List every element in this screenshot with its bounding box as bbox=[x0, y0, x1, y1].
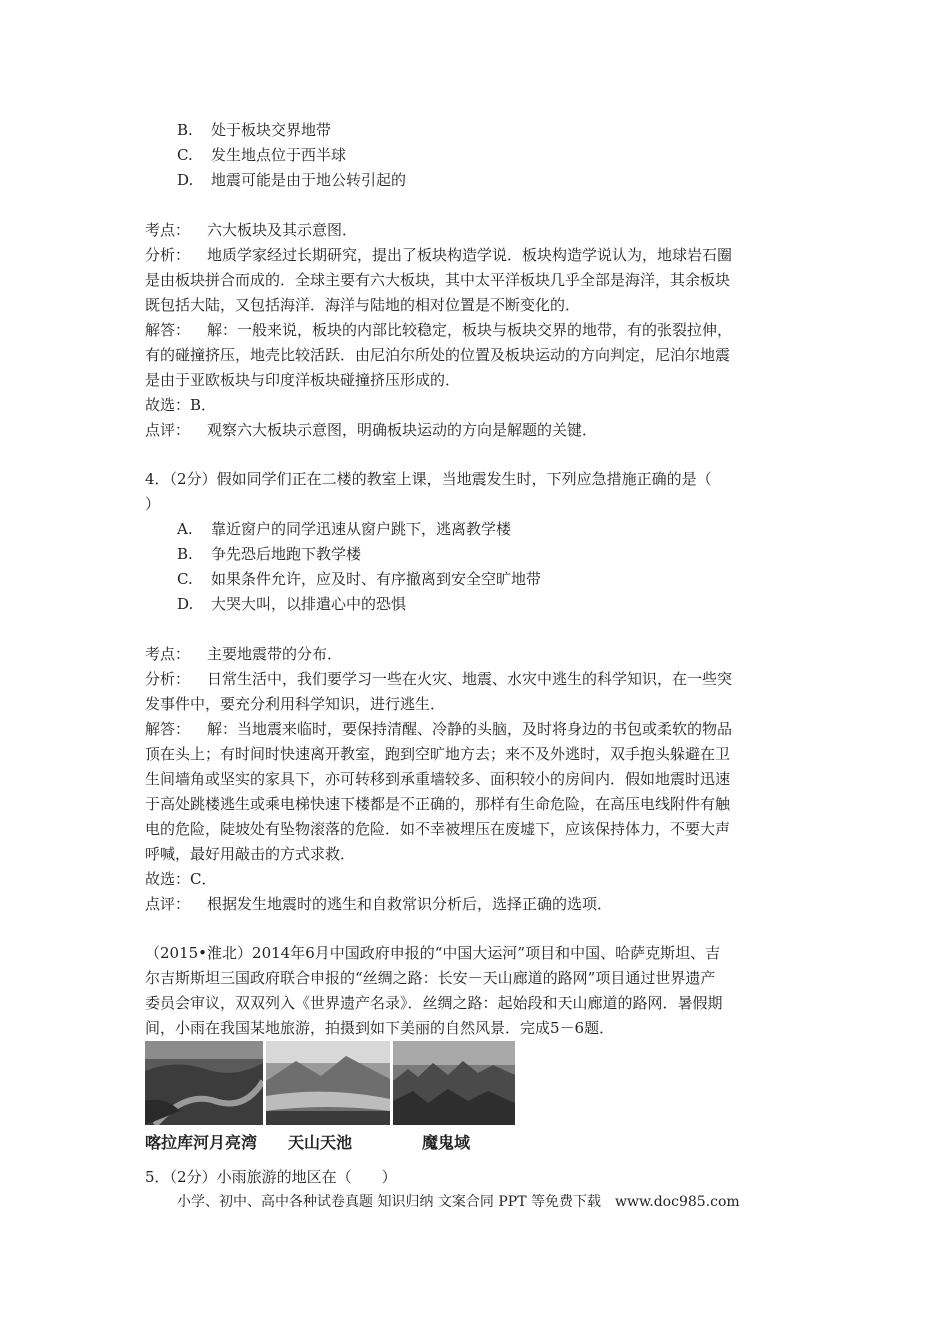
passage-line-4: 间，小雨在我国某地旅游，拍摄到如下美丽的自然风景．完成5－6题． bbox=[145, 1019, 615, 1037]
q4-stem-line-1: 4．（2分）假如同学们正在二楼的教室上课，当地震发生时，下列应急措施正确的是（ bbox=[145, 470, 712, 488]
q3-jieda-line-1: 解答： 解：一般来说，板块的内部比较稳定，板块与板块交界的地带，有的张裂拉伸， bbox=[145, 321, 733, 339]
q4-option-a: A. 靠近窗户的同学迅速从窗户跳下，逃离教学楼 bbox=[177, 520, 512, 538]
q3-option-b: B. 处于板块交界地带 bbox=[177, 121, 332, 139]
q4-jieda-line-1: 解答： 解：当地震来临时，要保持清醒、冷静的头脑，及时将身边的书包或柔软的物品 bbox=[145, 720, 733, 738]
q4-jieda-line-5: 电的危险，陡坡处有坠物滚落的危险．如不幸被埋压在废墟下，应该保持体力，不要大声 bbox=[145, 820, 731, 838]
photo-tianchi bbox=[266, 1041, 390, 1125]
q3-fenxi-line-1: 分析： 地质学家经过长期研究，提出了板块构造学说．板块构造学说认为，地球岩石圈 bbox=[145, 246, 733, 264]
q4-stem-line-2: ） bbox=[145, 495, 161, 513]
q3-kaodian: 考点： 六大板块及其示意图． bbox=[145, 221, 358, 239]
q3-answer: 故选：B． bbox=[145, 396, 217, 414]
passage-line-3: 委员会审议，双双列入《世界遗产名录》．丝绸之路：起始段和天山廊道的路网．暑假期 bbox=[145, 994, 723, 1012]
q4-fenxi-line-2: 发事件中，要充分利用科学知识，进行逃生． bbox=[145, 695, 446, 713]
q4-dianping: 点评： 根据发生地震时的逃生和自救常识分析后，选择正确的选项． bbox=[145, 895, 613, 913]
q3-jieda-line-2: 有的碰撞挤压，地壳比较活跃．由尼泊尔所处的位置及板块运动的方向判定，尼泊尔地震 bbox=[145, 346, 731, 364]
landscape-photos bbox=[145, 1041, 515, 1125]
q4-jieda-line-2: 顶在头上；有时间时快速离开教室，跑到空旷地方去；来不及外逃时，双手抱头躲避在卫 bbox=[145, 745, 731, 763]
photo-moon-bay bbox=[145, 1041, 263, 1125]
page-footer: 小学、初中、高中各种试卷真题 知识归纳 文案合同 PPT 等免费下载 www.doc985.com bbox=[177, 1194, 740, 1210]
photo-devil-city bbox=[393, 1041, 515, 1125]
q3-fenxi-line-2: 是由板块拼合而成的．全球主要有六大板块，其中太平洋板块几乎全部是海洋，其余板块 bbox=[145, 271, 731, 289]
q4-kaodian: 考点： 主要地震带的分布． bbox=[145, 645, 343, 663]
q5-stem: 5．（2分）小雨旅游的地区在（ ） bbox=[145, 1168, 397, 1186]
q4-jieda-line-3: 生间墙角或坚实的家具下，亦可转移到承重墙较多、面积较小的房间内．假如地震时迅速 bbox=[145, 770, 731, 788]
q4-option-b: B. 争先恐后地跑下教学楼 bbox=[177, 545, 362, 563]
caption-tianchi: 天山天池 bbox=[288, 1133, 353, 1152]
q4-jieda-line-4: 于高处跳楼逃生或乘电梯快速下楼都是不正确的，那样有生命危险，在高压电线附件有触 bbox=[145, 795, 731, 813]
passage-line-1: （2015•淮北）2014年6月中国政府申报的“中国大运河”项目和中国、哈萨克斯坦、吉 bbox=[145, 944, 721, 962]
q4-option-c: C. 如果条件允许，应及时、有序撤离到安全空旷地带 bbox=[177, 570, 542, 588]
q3-jieda-line-3: 是由于亚欧板块与印度洋板块碰撞挤压形成的． bbox=[145, 371, 461, 389]
q3-fenxi-line-3: 既包括大陆，又包括海洋．海洋与陆地的相对位置是不断变化的． bbox=[145, 296, 581, 314]
caption-devil-city: 魔鬼域 bbox=[422, 1133, 471, 1152]
q3-option-d: D. 地震可能是由于地公转引起的 bbox=[177, 171, 407, 189]
q4-answer: 故选：C． bbox=[145, 870, 217, 888]
q4-jieda-line-6: 呼喊，最好用敲击的方式求救． bbox=[145, 845, 356, 863]
passage-line-2: 尔吉斯斯坦三国政府联合申报的“丝绸之路：长安－天山廊道的路网”项目通过世界遗产 bbox=[145, 969, 716, 987]
q4-fenxi-line-1: 分析： 日常生活中，我们要学习一些在火灾、地震、水灾中逃生的科学知识，在一些突 bbox=[145, 670, 733, 688]
caption-moon-bay: 喀拉库河月亮湾 bbox=[145, 1133, 258, 1152]
q4-option-d: D. 大哭大叫，以排遣心中的恐惧 bbox=[177, 595, 407, 613]
q3-dianping: 点评： 观察六大板块示意图，明确板块运动的方向是解题的关键． bbox=[145, 421, 598, 439]
q3-option-c: C. 发生地点位于西半球 bbox=[177, 146, 347, 164]
